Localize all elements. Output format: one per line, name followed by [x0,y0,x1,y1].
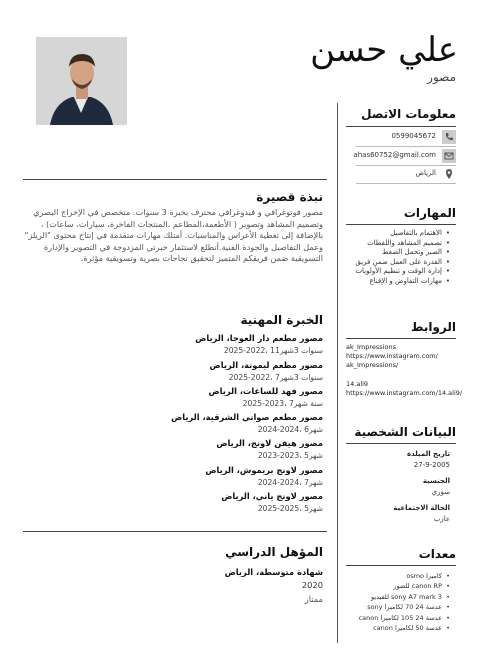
contact-separator [356,146,456,147]
education-degree: شهادة متوسطة، الرياض [224,567,323,577]
email-row[interactable] [353,149,456,163]
equipment-item: • sony A7 mark 3 للفيديو [330,592,450,602]
nationality-label: الجنسية [422,477,450,485]
links-rule [346,338,456,339]
skill-item: • الاهتمام بالتفاصيل [330,229,450,239]
job-title: مصور فهد للساعات، الرياض [208,386,323,396]
skill-item: • إدارة الوقت و تنظيم الأولويات [330,267,450,277]
job-title: مصور لاونج ياني، الرياض [221,491,323,501]
equipment-rule [346,565,456,566]
location-pin-icon [442,167,456,181]
link-1-handle: ak_Impressions [346,343,396,351]
job-date: سنة شهر7 ،2023-2025 [242,399,323,408]
skill-item: • القدرة على العمل ضمن فريق [330,258,450,268]
link-2-handle: 14.ali9 [346,380,369,388]
experience-title: الخبرة المهنية [240,313,323,327]
marital-label: الحالة الاجتماعية [393,504,450,512]
skills-list [330,229,450,287]
profile-photo [36,37,127,125]
column-divider [337,103,338,643]
summary-rule [23,179,327,180]
job-date: سنوات 3شهر7 ،2022-2025 [228,373,323,382]
personal-title: البيانات الشخصية [354,425,456,439]
link-2-url: https://www.instagram.com/14.ali9/ [346,389,463,397]
contact-separator [356,165,456,166]
skills-rule [346,224,456,225]
contact-separator [356,183,456,184]
skill-item: • تصميم المشاهد واللقطات [330,239,450,249]
equipment-item: • canon RP للصور [330,581,450,591]
contact-title: معلومات الاتصل [361,107,456,121]
phone-text: 0599045672 [391,132,436,140]
summary-text: مصور فوتوغرافي و فيدوغرافي محترف بخبرة 3 سنوات. متخصص في الإخراج البصري وتصميم المشاهد وتصوير ( الأطعمة،المطاعم ،المنتجات الفاخرة، سيارات، ساعات) ، بالإضافة إلى تغطية الأعراس والمناسبات. أمتلك مهارات متقدمة في إنتاج محتوى "الريلز" وعمل التفاصيل والجودة الفنية.أتطلع لاستثمار خبرتي المزدوجة في التصوير والإدارة التسويقية ضمن فريقكم المتميز لتحقيق نجاحات بصرية وتسويقية مؤثرة. [24,207,323,264]
education-grade: ممتاز [304,594,323,604]
skills-title: المهارات [403,206,456,220]
job-title: مصور مطعم صواني الشرقية، الرياض [171,412,323,422]
phone-row[interactable] [356,130,456,144]
dob-value: 27-9-2005 [413,461,450,469]
location-text: الرياض [415,169,436,177]
location-row[interactable] [356,167,456,181]
equipment-list [330,571,450,633]
email-text: ahas60752@gmail.com [353,151,436,159]
skill-item: • الصبر وتحمل الضغط [330,248,450,258]
person-photo-illustration [36,37,127,125]
equipment-title: معدات [418,547,456,561]
full-name: علي حسن [310,30,458,70]
link-1-url: https://www.instagram.com/ [346,352,438,360]
links-title: الروابط [410,320,456,334]
job-date: شهر5 ،2023-2023 [257,451,323,460]
education-title: المؤهل الدراسي [225,545,323,559]
education-rule [23,531,327,532]
mail-icon [442,149,456,163]
job-title: مصور مطعم ليمونة، الرياض [209,360,323,370]
job-title: مصور مطعم دار العوجا، الرياض [195,333,323,343]
job-subtitle: مصور [427,70,456,84]
job-date: شهر6 ،2024-2024 [257,425,323,434]
job-date: شهر5 ،2025-2025 [257,504,323,513]
link-1-url-tail: ak_Impressions/ [346,361,399,369]
equipment-item: • عدسة 24 70 لكاميرا sony [330,602,450,612]
skill-item: • مهارات التفاوض و الإقناع [330,277,450,287]
dob-label: تاريخ المبلدة [406,450,450,458]
summary-title: نبذة قصيرة [256,190,323,204]
equipment-item: • عدسة 24 105 لكاميرا canon [330,613,450,623]
job-date: سنوات 3شهر11 ،2022-2025 [223,346,323,355]
marital-value: عازب [433,515,450,523]
contact-rule [346,126,456,127]
phone-icon [442,130,456,144]
job-date: شهر7 ،2024-2024 [257,478,323,487]
education-year: 2020 [301,580,323,590]
equipment-item: • عدسة 50 لكاميرا canon [330,623,450,633]
personal-rule [346,443,456,444]
nationality-value: سوري [431,488,450,496]
link-2[interactable] [346,380,463,398]
job-title: مصور هيفن لاونج، الرياض [216,438,323,448]
job-title: مصور لاونج بريموش، الرياض [205,465,323,475]
equipment-item: • كاميرا osmo [330,571,450,581]
link-1[interactable] [346,343,456,370]
